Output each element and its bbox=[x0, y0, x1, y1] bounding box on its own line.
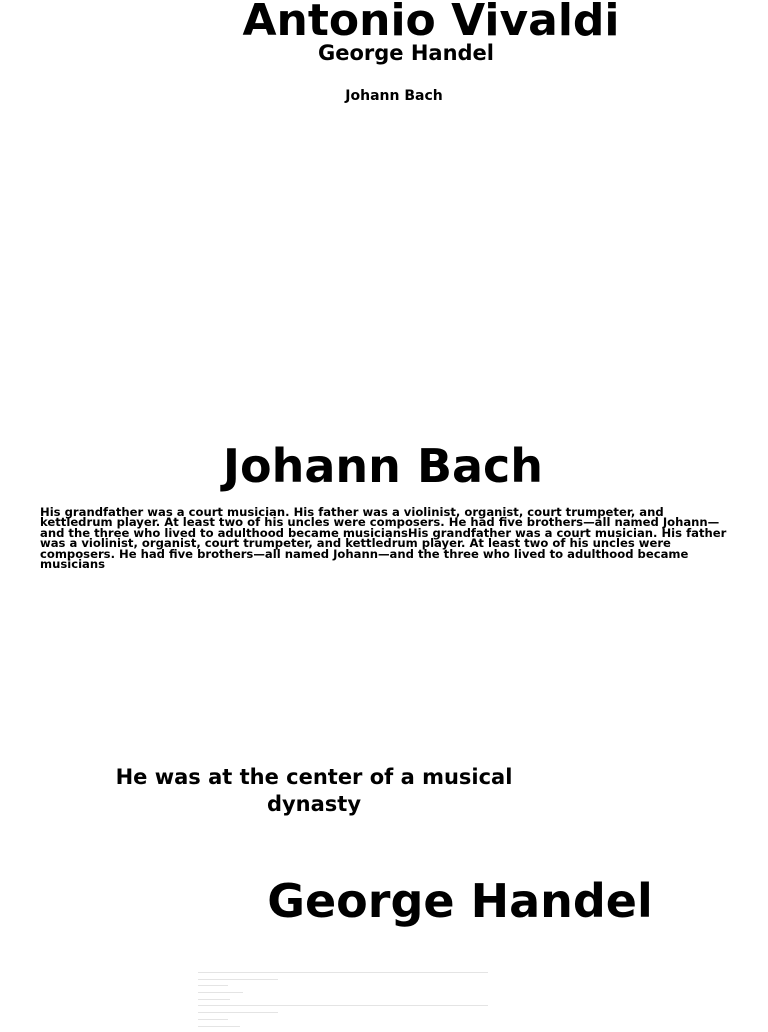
page-title-vivaldi: Antonio Vivaldi bbox=[0, 0, 768, 48]
faint-text-block bbox=[198, 969, 498, 1032]
bach-quote: He was at the center of a musical dynasty bbox=[88, 764, 540, 818]
faint-line bbox=[198, 1005, 488, 1012]
faint-line bbox=[198, 972, 488, 979]
subtitle-bach: Johann Bach bbox=[0, 87, 768, 105]
faint-line bbox=[198, 1012, 278, 1019]
faint-line bbox=[198, 1026, 240, 1032]
faint-line bbox=[198, 985, 228, 992]
faint-line bbox=[198, 1019, 228, 1026]
section-title-handel: George Handel bbox=[190, 872, 730, 930]
faint-line bbox=[198, 992, 243, 999]
bach-biography-paragraph: His grandfather was a court musician. His father was a violinist, organist, court trumpeter, and kettledrum player. At least two of his uncles were composers. He had five brothers—all named Johann—and the three who lived to adulthood became musiciansHis grandfather was a court musician. His father was a violinist, organist, court trumpeter, and kettledrum player. At least two of his uncles were composers. He had five brothers—all named Johann—and the three who lived to adulthood became musicians bbox=[40, 507, 735, 569]
faint-line bbox=[198, 999, 230, 1006]
subtitle-handel: George Handel bbox=[0, 40, 768, 66]
section-title-bach: Johann Bach bbox=[0, 437, 766, 495]
faint-line bbox=[198, 979, 278, 986]
